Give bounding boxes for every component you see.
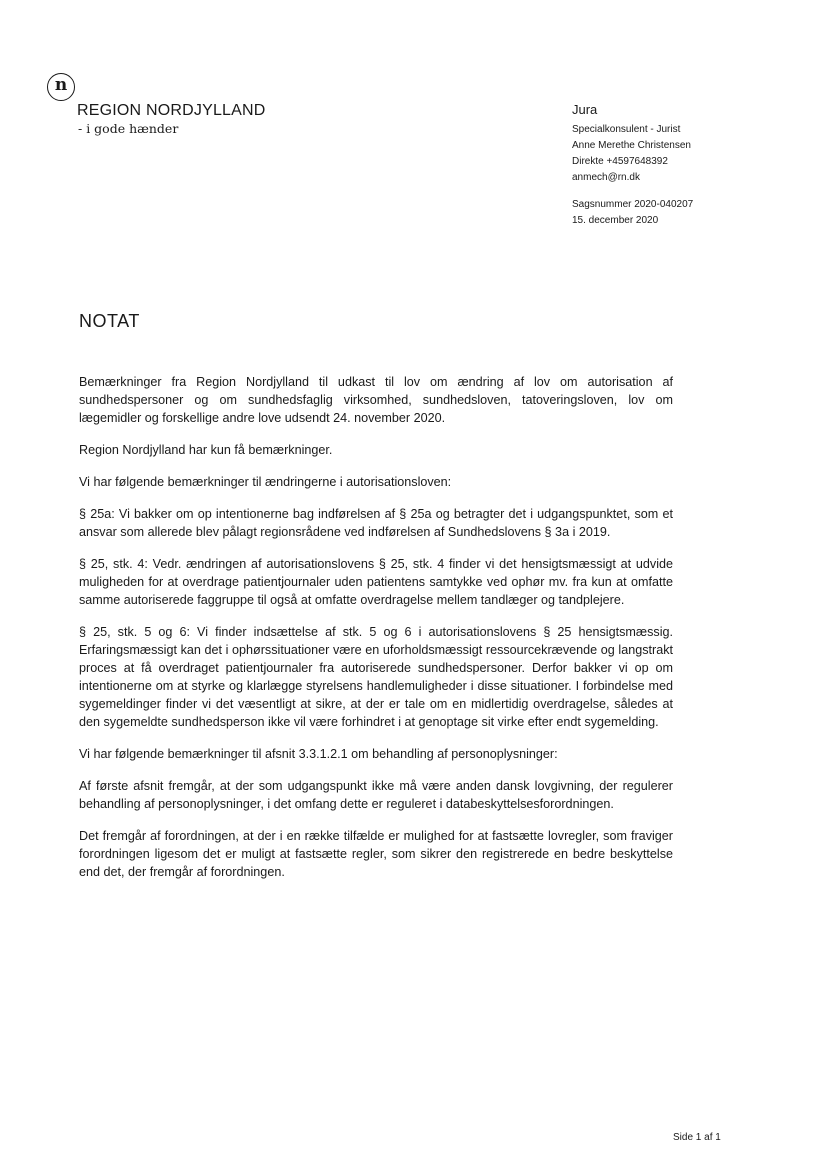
logo-symbol: n — [54, 75, 68, 95]
paragraph-forordning: Det fremgår af forordningen, at der i en række tilfælde er mulighed for at fastsætte lovregler, som fraviger forordningen ligesom det er muligt at fastsætte regler, som sikrer den registrerede en bedre beskyttelse end det, der fremgår af forordningen. — [79, 829, 673, 879]
paragraph-section-25-stk5-6: § 25, stk. 5 og 6: Vi finder indsættelse af stk. 5 og 6 i autorisationslovens § 25 hensigtsmæssig. Erfaringsmæssigt kan det i ophørssituationer være en uforholdsmæssigt ressourcekrævende og langstrakt proces at få overdraget patientjournaler fra autoriserede sundhedspersoner. Derfor bakker vi op om intentionerne om at styrke og klarlægge styrelsens handlemuligheder i disse situationer. I forbindelse med sygemeldinger finder vi det væsentligt at sikre, at der er tale om en midlertidig overdragelse, således at den sygemeldte sundhedsperson ikke vil være forhindret i at genoptage sit virke efter endt sygemelding. — [79, 625, 673, 729]
region-logo — [47, 73, 277, 143]
paragraph-autorisationslov-heading: Vi har følgende bemærkninger til ændringerne i autorisationsloven: — [79, 475, 452, 489]
sender-block — [572, 101, 772, 229]
document-title: NOTAT — [79, 311, 140, 331]
paragraph-personoplysninger-heading: Vi har følgende bemærkninger til afsnit 3.3.1.2.1 om behandling af personoplysninger: — [79, 747, 558, 761]
paragraph-few-remarks: Region Nordjylland har kun få bemærkninger. — [79, 443, 333, 457]
logo-name: REGION NORDJYLLAND — [77, 102, 266, 119]
document-body — [79, 373, 673, 895]
paragraph-section-25-stk4: § 25, stk. 4: Vedr. ændringen af autorisationslovens § 25, stk. 4 finder vi det hensigtsmæssigt at udvide muligheden for at overdrage patientjournaler uden patientens samtykke ved ophør mv. fra kun at omfatte samme autoriserede faggruppe til også at omfatte overdragelse mellem tandlæger og tandplejere. — [79, 557, 673, 607]
paragraph-intro: Bemærkninger fra Region Nordjylland til udkast til lov om ændring af lov om autorisation af sundhedspersoner og om sundhedsfaglig virksomhed, sundhedsloven, tatoveringsloven, lov om lægemidler og forskellige andre love udsendt 24. november 2020. — [79, 375, 673, 425]
case-number: Sagsnummer 2020-040207 — [572, 199, 694, 210]
paragraph-first-section: Af første afsnit fremgår, at der som udgangspunkt ikke må være anden dansk lovgivning, der regulerer behandling af personoplysninger, i det omfang dette er reguleret i databeskyttelsesforordningen. — [79, 779, 673, 811]
sender-name: Anne Merethe Christensen — [572, 140, 691, 151]
logo-tagline: - i gode hænder — [78, 121, 179, 136]
sender-title: Specialkonsulent - Jurist — [572, 124, 681, 135]
document-date: 15. december 2020 — [572, 215, 659, 226]
sender-department: Jura — [572, 102, 598, 117]
sender-phone: Direkte +4597648392 — [572, 156, 668, 167]
sender-email: anmech@rn.dk — [572, 172, 640, 183]
page-number: Side 1 af 1 — [673, 1132, 721, 1143]
paragraph-section-25a: § 25a: Vi bakker om op intentionerne bag indførelsen af § 25a og betragter det i udgangspunktet, som et ansvar som allerede blev pålagt regionsrådene ved indførelsen af Sundhedslovens § 3a i 2019. — [79, 507, 673, 539]
